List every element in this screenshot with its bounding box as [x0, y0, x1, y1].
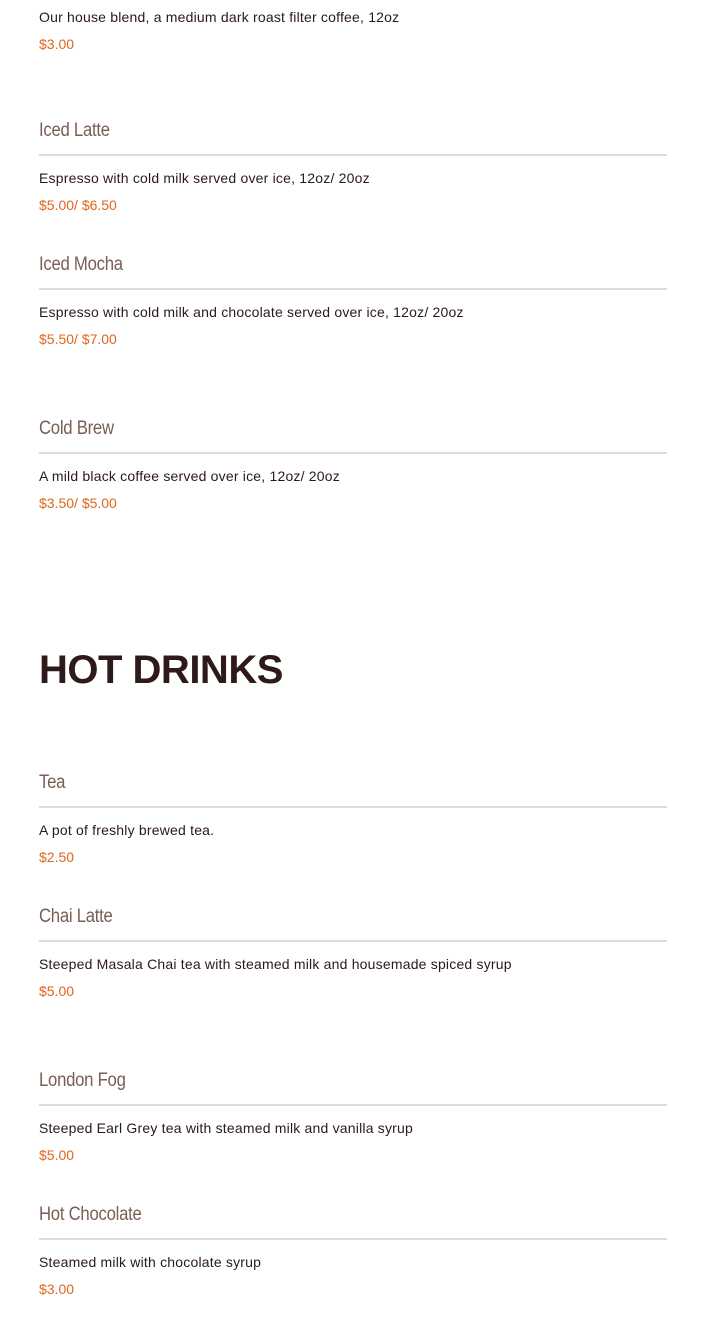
item-divider: [39, 1104, 667, 1106]
item-price: $5.00: [39, 1147, 75, 1163]
item-price: $2.50: [39, 849, 75, 865]
item-title: Iced Latte: [39, 120, 110, 141]
item-description: Steeped Masala Chai tea with steamed milk and housemade spiced syrup: [39, 956, 512, 972]
item-title: London Fog: [39, 1070, 126, 1091]
item-description: A mild black coffee served over ice, 12oz/ 20oz: [39, 468, 340, 484]
item-description: Steamed milk with chocolate syrup: [39, 1254, 262, 1270]
item-price: $5.50/ $7.00: [39, 331, 117, 347]
item-divider: [39, 940, 667, 942]
section-heading-hot-drinks: HOT DRINKS: [39, 648, 283, 692]
item-divider: [39, 806, 667, 808]
item-divider: [39, 1238, 667, 1240]
item-divider: [39, 288, 667, 290]
item-price: $3.00: [39, 36, 75, 52]
item-title: Chai Latte: [39, 906, 113, 927]
item-divider: [39, 154, 667, 156]
item-title: Iced Mocha: [39, 254, 123, 275]
item-title: Tea: [39, 772, 66, 793]
item-description: Espresso with cold milk served over ice, 12oz/ 20oz: [39, 170, 370, 186]
item-description: Steeped Earl Grey tea with steamed milk and vanilla syrup: [39, 1120, 414, 1136]
item-divider: [39, 452, 667, 454]
item-price: $3.50/ $5.00: [39, 495, 117, 511]
item-price: $5.00/ $6.50: [39, 197, 117, 213]
item-description: Our house blend, a medium dark roast filter coffee, 12oz: [39, 9, 400, 25]
item-price: $3.00: [39, 1281, 75, 1297]
item-description: A pot of freshly brewed tea.: [39, 822, 215, 838]
item-price: $5.00: [39, 983, 75, 999]
item-title: Cold Brew: [39, 418, 114, 439]
item-description: Espresso with cold milk and chocolate served over ice, 12oz/ 20oz: [39, 304, 464, 320]
item-title: Hot Chocolate: [39, 1204, 142, 1225]
